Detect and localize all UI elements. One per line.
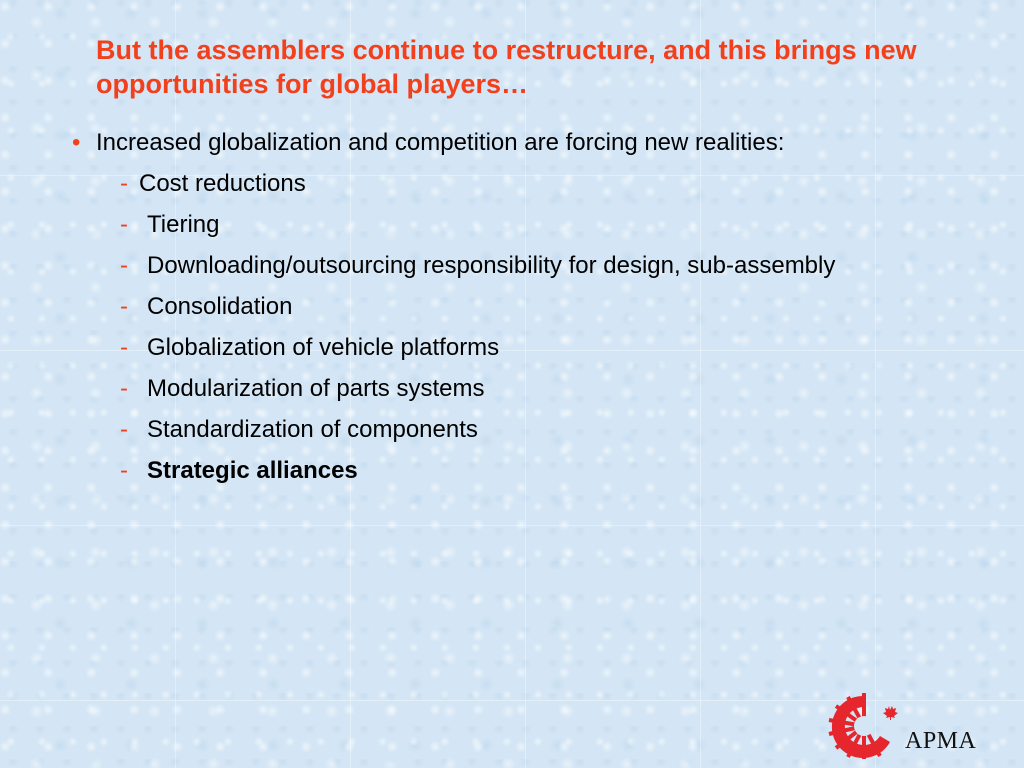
apma-gear-maple-icon xyxy=(824,690,904,760)
dash-marker: - xyxy=(120,334,128,361)
dash-marker: - xyxy=(120,375,128,402)
dash-marker: - xyxy=(120,293,128,320)
list-item-text: Cost reductions xyxy=(139,170,306,197)
list-item xyxy=(120,415,835,456)
dash-marker: - xyxy=(120,416,128,443)
dash-marker: - xyxy=(120,211,128,238)
list-item xyxy=(120,374,835,415)
list-item-text: Tiering xyxy=(147,211,220,238)
list-item xyxy=(120,169,835,210)
dash-marker: - xyxy=(120,252,128,279)
list-item xyxy=(120,333,835,374)
list-item-text: Downloading/outsourcing responsibility for design, sub-assembly xyxy=(147,252,836,279)
logo-text: APMA xyxy=(905,728,977,754)
list-item-text: Globalization of vehicle platforms xyxy=(147,334,500,361)
list-item-text: Strategic alliances xyxy=(147,457,358,484)
main-bullet xyxy=(72,128,784,158)
list-item xyxy=(120,456,835,497)
slide-title: But the assemblers continue to restructure, and this brings new opportunities for global players… xyxy=(96,35,917,99)
bullet-text: Increased globalization and competition are forcing new realities: xyxy=(96,129,785,156)
list-item xyxy=(120,251,835,292)
sub-bullet-list xyxy=(120,169,835,497)
list-item-text: Consolidation xyxy=(147,293,293,320)
dash-marker: - xyxy=(120,170,128,197)
list-item xyxy=(120,292,835,333)
bullet-marker: • xyxy=(72,129,81,156)
list-item xyxy=(120,210,835,251)
list-item-text: Modularization of parts systems xyxy=(147,375,485,402)
apma-logo xyxy=(824,690,994,760)
list-item-text: Standardization of components xyxy=(147,416,478,443)
dash-marker: - xyxy=(120,457,128,484)
